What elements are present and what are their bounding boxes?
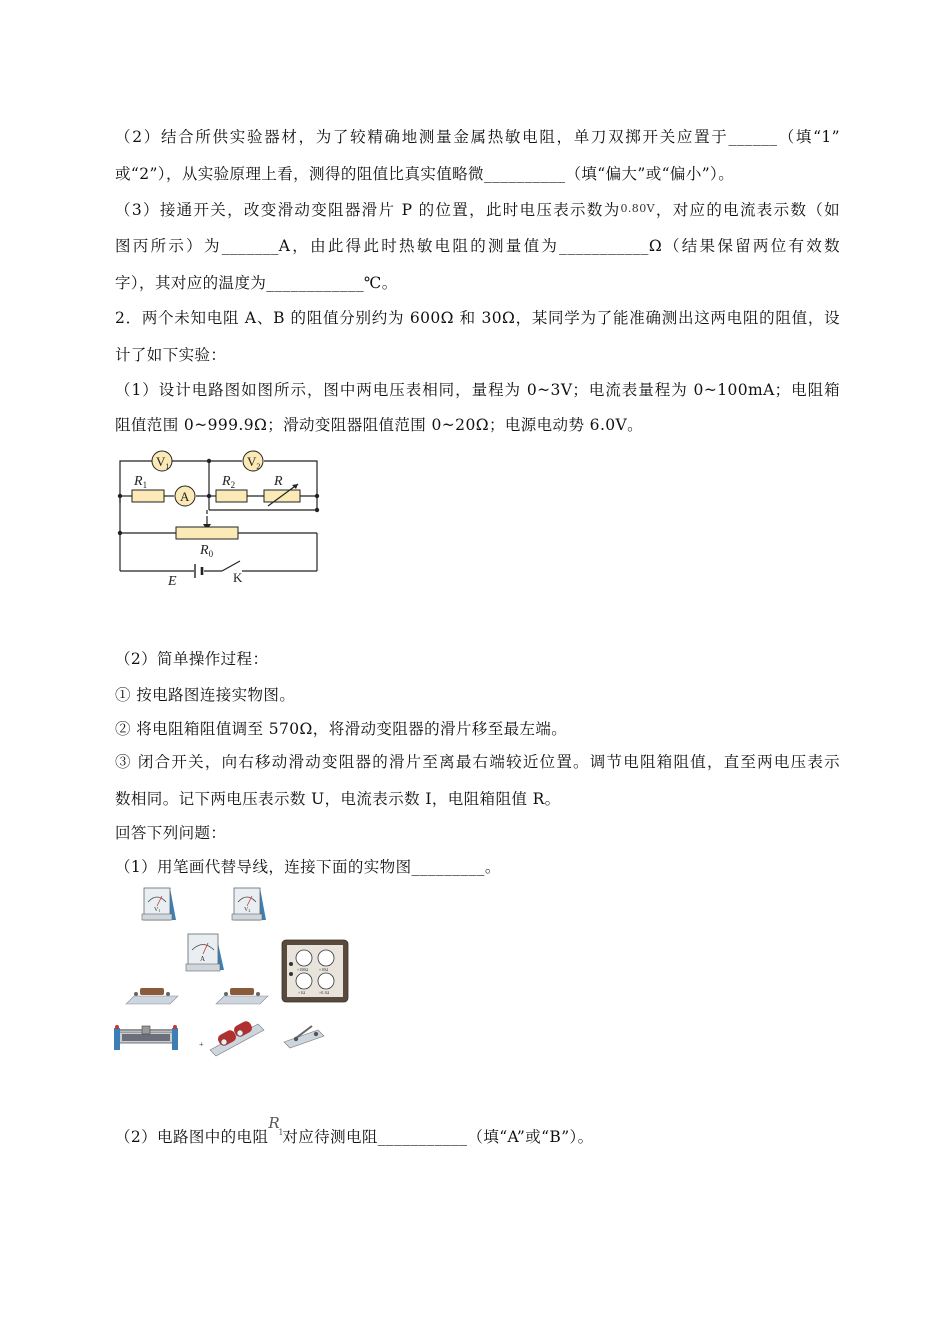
resistor-board bbox=[126, 988, 178, 1004]
r0-subscript: 0 bbox=[208, 549, 214, 559]
ammeter-meter-label: A bbox=[200, 955, 206, 963]
text-line: 2．两个未知电阻 A、B 的阻值分别约为 600Ω 和 30Ω，某同学为了能准确测出这两电阻的阻值，设 bbox=[115, 309, 840, 327]
text-line: （2）结合所供实验器材，为了较精确地测量金属热敏电阻，单刀双掷开关应置于______（填“1” bbox=[115, 128, 840, 146]
r1-letter: R bbox=[134, 474, 143, 489]
r0-label bbox=[199, 543, 214, 559]
text-line: 或“2”），从实验原理上看，测得的阻值比真实值略微__________（填“偏大”或“偏小”）。 bbox=[115, 165, 735, 183]
resistor-board bbox=[216, 988, 268, 1004]
box-label: ×1Ω bbox=[298, 990, 306, 995]
v2-meter-letter: V bbox=[244, 907, 249, 913]
text-line: （1）用笔画代替导线，连接下面的实物图_________。 bbox=[115, 858, 501, 876]
v1-subscript: 1 bbox=[165, 462, 170, 471]
sliding-rheostat bbox=[114, 1025, 178, 1050]
text-segment: （2）电路图中的电阻 bbox=[115, 1128, 269, 1146]
r2-subscript: 2 bbox=[230, 480, 236, 490]
v1-meter-letter: V bbox=[154, 907, 159, 913]
k-label: K bbox=[233, 570, 243, 585]
text-line: ① 按电路图连接实物图。 bbox=[115, 686, 296, 704]
text-segment: ，对应的电流表示数（如 bbox=[654, 201, 840, 219]
text-line: 回答下列问题： bbox=[115, 824, 227, 842]
battery-holder bbox=[199, 1019, 264, 1056]
r2-letter: R bbox=[222, 474, 231, 489]
ammeter bbox=[186, 934, 224, 971]
text-segment: 对应待测电阻___________（填“A”或“B”）。 bbox=[282, 1128, 594, 1146]
text-line: （2）简单操作过程： bbox=[115, 650, 269, 668]
v2-subscript: 2 bbox=[256, 462, 261, 471]
text-line: 字），其对应的温度为____________℃。 bbox=[115, 274, 398, 292]
r-label: R bbox=[274, 474, 283, 489]
text-line: ③ 闭合开关，向右移动滑动变阻器的滑片至离最右端较近位置。调节电阻箱阻值，直至两电压表示 bbox=[115, 753, 840, 771]
circuit-diagram bbox=[112, 448, 322, 590]
r1-inline-letter: R bbox=[268, 1114, 281, 1132]
text-line: ② 将电阻箱阻值调至 570Ω，将滑动变阻器的滑片移至最左端。 bbox=[115, 720, 568, 738]
battery-plus-label: + bbox=[199, 1040, 204, 1049]
r0-letter: R bbox=[200, 543, 209, 558]
v1-letter: V bbox=[156, 454, 166, 469]
r2-label bbox=[221, 474, 235, 490]
knife-switch bbox=[284, 1026, 324, 1048]
e-label: E bbox=[168, 574, 177, 589]
text-line bbox=[115, 198, 840, 221]
box-label: ×100Ω bbox=[297, 967, 309, 972]
r1-subscript: 1 bbox=[142, 480, 148, 490]
text-line bbox=[115, 1114, 840, 1148]
box-label: ×10Ω bbox=[319, 967, 329, 972]
apparatus-illustration bbox=[112, 884, 357, 1059]
v1-meter-label bbox=[154, 907, 160, 913]
text-line: 图丙所示）为_______A，由此得此时热敏电阻的测量值为___________Ω（结果保留两位有效数 bbox=[115, 237, 840, 255]
resistance-box bbox=[282, 940, 348, 1002]
voltmeter-v2 bbox=[232, 888, 266, 920]
text-line: 计了如下实验： bbox=[115, 346, 227, 364]
r1-inline-subscript: 1 bbox=[278, 1128, 284, 1137]
v2-meter-label bbox=[244, 907, 250, 913]
text-line: 阻值范围 0~999.9Ω；滑动变阻器阻值范围 0~20Ω；电源电动势 6.0V。 bbox=[115, 416, 644, 434]
ammeter-label: A bbox=[180, 489, 190, 504]
r1-inline bbox=[268, 1114, 284, 1142]
text-segment: （3）接通开关，改变滑动变阻器滑片 P 的位置，此时电压表示数为 bbox=[115, 201, 621, 219]
v1-meter-subscript: 1 bbox=[158, 908, 161, 913]
v2-letter: V bbox=[247, 454, 257, 469]
r1-label bbox=[133, 474, 147, 490]
v2-meter-subscript: 2 bbox=[248, 908, 251, 913]
box-label: ×0.1Ω bbox=[319, 990, 330, 995]
voltmeter-v1 bbox=[142, 888, 176, 920]
text-line: （1）设计电路图如图所示，图中两电压表相同，量程为 0~3V；电流表量程为 0~100mA；电阻箱 bbox=[115, 381, 840, 399]
voltage-value: 0.80V bbox=[620, 202, 655, 215]
text-line: 数相同。记下两电压表示数 U，电流表示数 I，电阻箱阻值 R。 bbox=[115, 790, 561, 808]
